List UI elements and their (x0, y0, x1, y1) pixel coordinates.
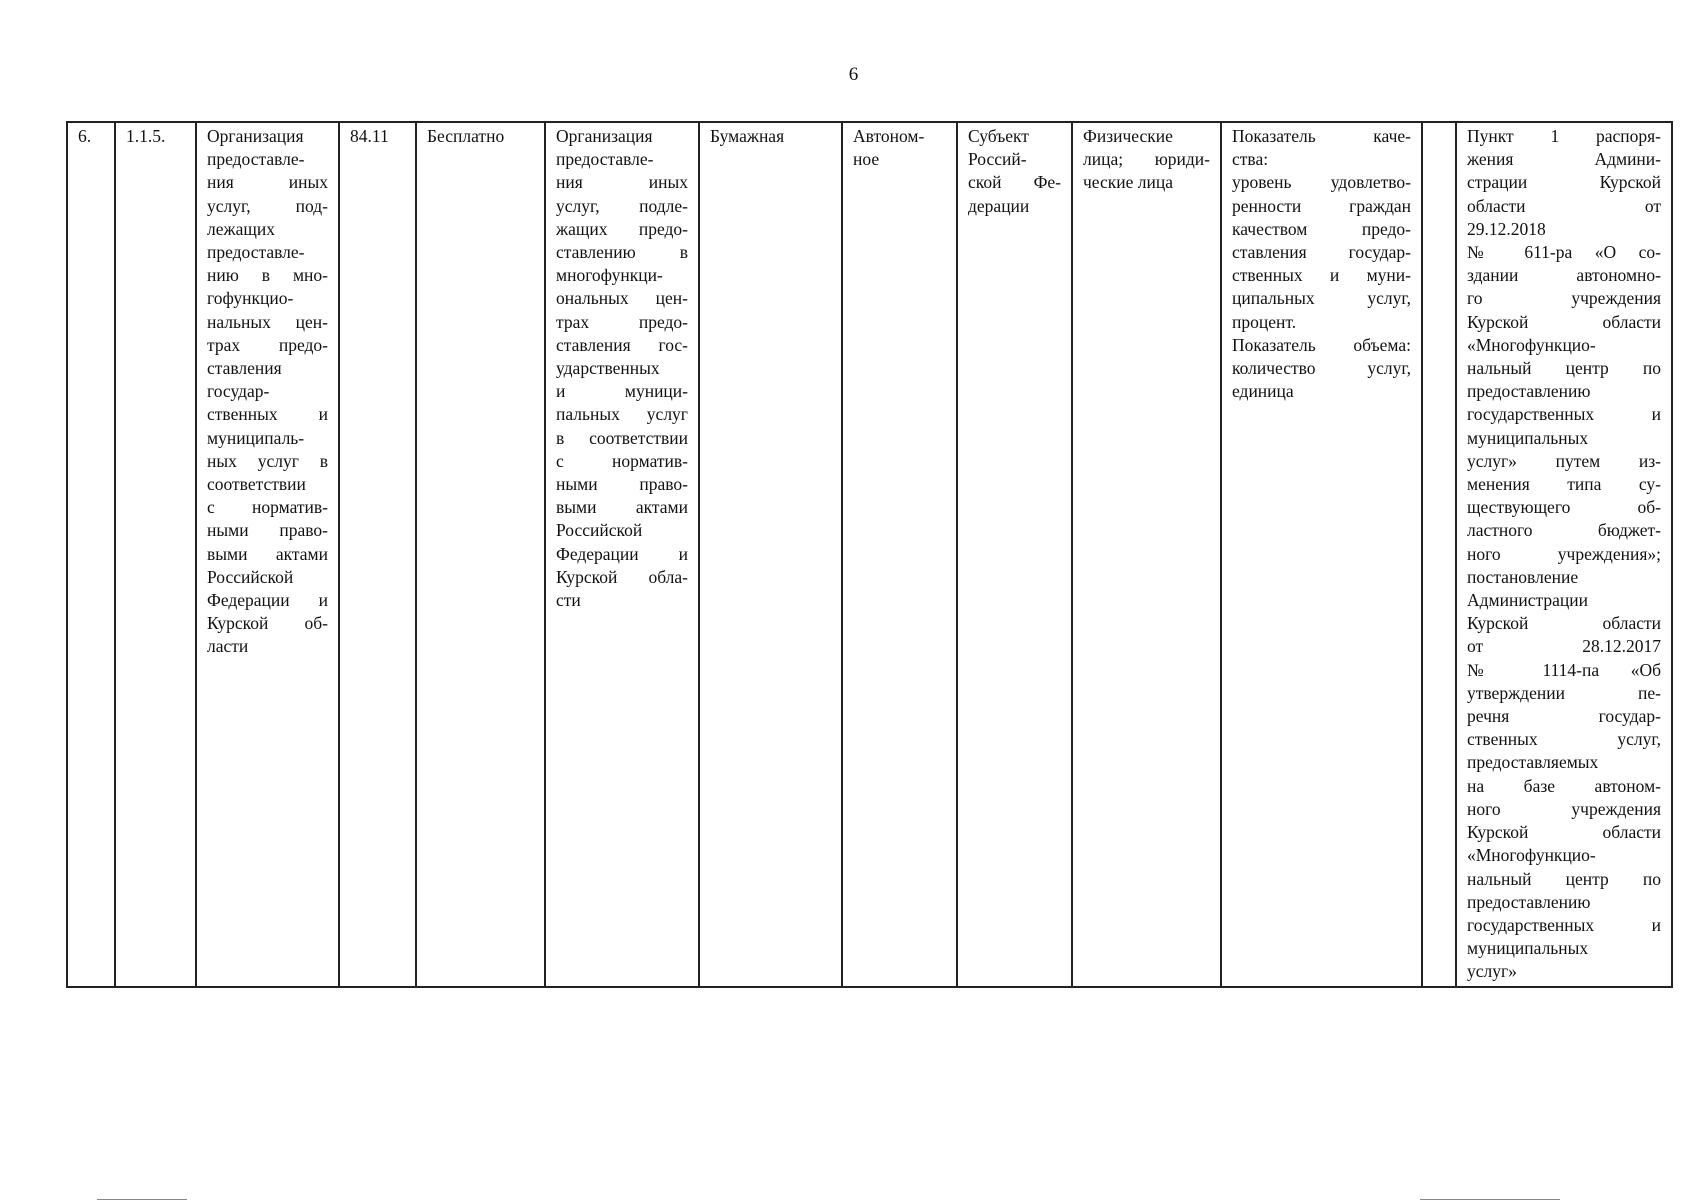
legal-basis (1467, 125, 1661, 984)
text-line: соответствии (207, 474, 306, 495)
text-line: нальный центр по (1467, 868, 1661, 889)
cell-service-name (196, 122, 339, 987)
text-line: Организация (207, 126, 304, 146)
text-line: в соответствии (556, 427, 688, 448)
text-line: от 28.12.2017 (1467, 636, 1661, 657)
text-line: ударственных (556, 358, 660, 379)
cell-payment (416, 122, 545, 987)
text-line: «Многофункцио- (1467, 334, 1596, 355)
cell-authority (957, 122, 1072, 987)
text-line: и муници- (556, 381, 688, 402)
text-line: ренности граждан (1232, 195, 1411, 216)
text-line: услуг» путем из- (1467, 450, 1661, 471)
text-line: ственных и (207, 404, 328, 425)
text-line: предоставле- (207, 242, 305, 263)
text-line: лежащих (207, 218, 275, 239)
text-line: 29.12.2018 (1467, 218, 1546, 239)
text-line: процент. (1232, 311, 1297, 332)
text-line: Физические (1083, 126, 1173, 146)
text-line: ческие лица (1083, 172, 1174, 193)
text-line: области от (1467, 195, 1661, 216)
text-line: го учреждения (1467, 288, 1661, 309)
text-line: Россий- (968, 149, 1027, 170)
text-line: нальных цен- (207, 311, 328, 332)
text-line: ного учреждения (1467, 798, 1661, 819)
text-line: государственных и (1467, 914, 1661, 935)
text-line: Организация (556, 126, 653, 146)
text-line: Курской об- (207, 613, 328, 634)
service-content (556, 125, 688, 612)
text-line: нальный центр по (1467, 358, 1661, 379)
service-name (207, 125, 328, 659)
text-line: ных услуг в (207, 450, 328, 471)
text-line: ласти (207, 636, 249, 657)
text-line: ственных и муни- (1232, 265, 1411, 286)
text-line: жения Админи- (1467, 149, 1661, 170)
text-line: ставления (207, 358, 282, 379)
text-line: ставлению в (556, 242, 688, 263)
text-line: Федерации и (556, 543, 688, 564)
text-line: услуг» (1467, 961, 1517, 982)
cell-institution-type (842, 122, 957, 987)
text-line: предоставлению (1467, 381, 1591, 402)
text-line: ное (853, 149, 880, 170)
cell-content (545, 122, 699, 987)
service-code: 1.1.5. (126, 126, 166, 146)
text-line: Курской области (1467, 822, 1661, 843)
text-line: Курской обла- (556, 566, 688, 587)
text-line: дерации (968, 195, 1030, 216)
text-line: жащих предо- (556, 218, 688, 239)
text-line: № 1114-па «Об (1467, 659, 1661, 680)
page-number: 6 (848, 64, 859, 85)
indicators (1232, 125, 1411, 403)
text-line: речня государ- (1467, 706, 1661, 727)
authority (968, 125, 1061, 218)
text-line: ными право- (207, 520, 328, 541)
okved-code: 84.11 (350, 126, 389, 146)
text-line: Курской области (1467, 311, 1661, 332)
text-line: «Многофункцио- (1467, 845, 1596, 866)
consumers (1083, 125, 1210, 195)
table-row (67, 122, 1672, 987)
cell-consumers (1072, 122, 1221, 987)
text-line: менения типа су- (1467, 474, 1661, 495)
text-line: Администрации (1467, 590, 1588, 611)
text-line: предоставле- (556, 149, 654, 170)
provision-form: Бумажная (710, 126, 785, 146)
text-line: многофункци- (556, 265, 663, 286)
cell-indicators (1221, 122, 1422, 987)
text-line: Курской области (1467, 613, 1661, 634)
text-line: единица (1232, 381, 1294, 402)
text-line: ставления гос- (556, 334, 688, 355)
row-number: 6. (78, 126, 92, 146)
institution-type (853, 125, 946, 171)
text-line: Российской (556, 520, 643, 541)
text-line: ного учреждения»; (1467, 543, 1661, 564)
text-line: предоставлению (1467, 891, 1591, 912)
text-line: муниципаль- (207, 427, 305, 448)
text-line: постановление (1467, 566, 1579, 587)
cell-empty (1422, 122, 1456, 987)
text-line: утверждении пе- (1467, 682, 1661, 703)
text-line: Российской (207, 566, 294, 587)
text-line: ставления государ- (1232, 242, 1411, 263)
text-line: ства: (1232, 149, 1269, 170)
text-line: сти (556, 590, 581, 611)
text-line: ными право- (556, 474, 688, 495)
text-line: Субъект (968, 126, 1029, 146)
text-line: Федерации и (207, 590, 328, 611)
text-line: с норматив- (207, 497, 328, 518)
text-line: качеством предо- (1232, 218, 1411, 239)
text-line: ональных цен- (556, 288, 688, 309)
text-line: страции Курской (1467, 172, 1661, 193)
text-line: ластного бюджет- (1467, 520, 1661, 541)
text-line: муниципальных (1467, 938, 1589, 959)
text-line: предоставляемых (1467, 752, 1599, 773)
text-line: Автоном- (853, 126, 925, 146)
cell-legal-basis (1456, 122, 1672, 987)
text-line: ществующего об- (1467, 497, 1661, 518)
text-line: ственных услуг, (1467, 729, 1661, 750)
text-line: государственных и (1467, 404, 1661, 425)
text-line: услуг, под- (207, 195, 328, 216)
text-line: № 611-ра «О со- (1467, 242, 1661, 263)
text-line: гофункцио- (207, 288, 294, 309)
text-line: услуг, подле- (556, 195, 688, 216)
text-line: на базе автоном- (1467, 775, 1661, 796)
cell-code (115, 122, 196, 987)
registry-table (66, 121, 1673, 988)
text-line: выми актами (207, 543, 328, 564)
text-line: Показатель каче- (1232, 126, 1411, 146)
text-line: Показатель объема: (1232, 334, 1411, 355)
text-line: уровень удовлетво- (1232, 172, 1411, 193)
text-line: трах предо- (207, 334, 328, 355)
text-line: ципальных услуг, (1232, 288, 1411, 309)
text-line: нию в мно- (207, 265, 328, 286)
text-line: ской Фе- (968, 172, 1061, 193)
cell-number (67, 122, 115, 987)
text-line: пальных услуг (556, 404, 688, 425)
text-line: муниципальных (1467, 427, 1589, 448)
text-line: Пункт 1 распоря- (1467, 126, 1661, 146)
text-line: ния иных (556, 172, 688, 193)
text-line: выми актами (556, 497, 688, 518)
text-line: лица; юриди- (1083, 149, 1210, 170)
cell-okved (339, 122, 416, 987)
cell-form (699, 122, 842, 987)
text-line: государ- (207, 381, 270, 402)
text-line: здании автономно- (1467, 265, 1661, 286)
text-line: с норматив- (556, 450, 688, 471)
text-line: ния иных (207, 172, 328, 193)
payment-type: Бесплатно (427, 126, 505, 146)
text-line: предоставле- (207, 149, 305, 170)
text-line: трах предо- (556, 311, 688, 332)
text-line: количество услуг, (1232, 358, 1411, 379)
